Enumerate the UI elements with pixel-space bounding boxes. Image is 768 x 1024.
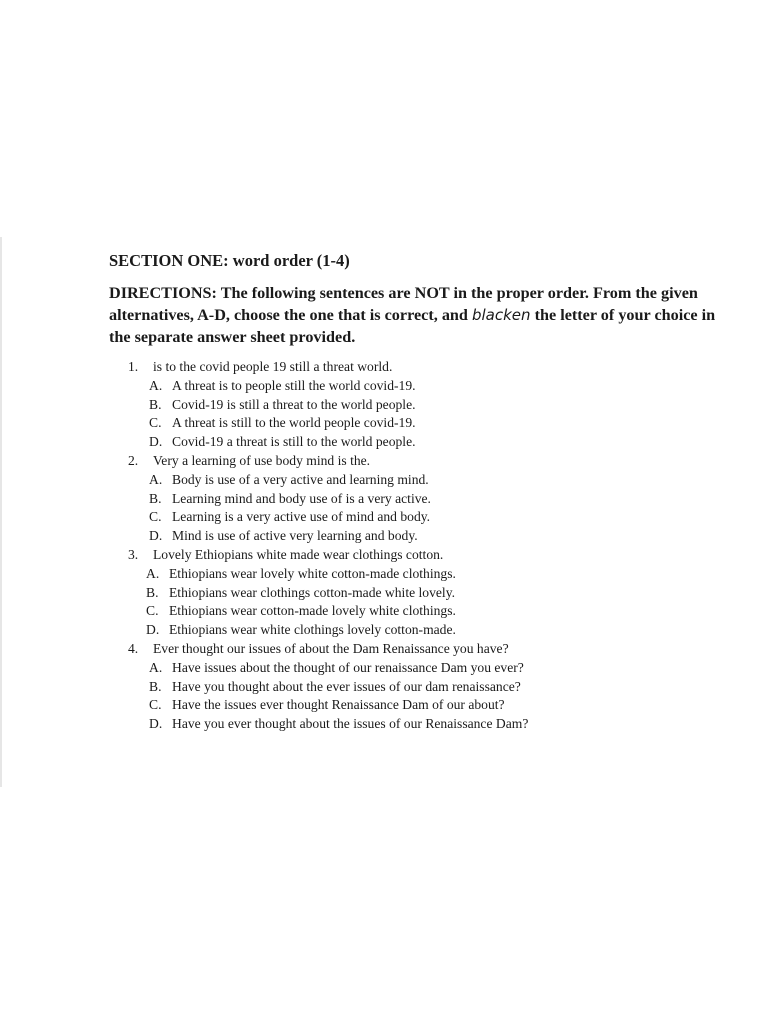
option-letter: B. <box>149 490 162 506</box>
question-1 <box>109 358 729 452</box>
question-stem <box>109 452 729 471</box>
worksheet-content <box>109 250 729 734</box>
question-number: 2. <box>128 452 139 468</box>
option-letter: D. <box>149 716 163 732</box>
option-letter: A. <box>149 377 163 393</box>
question-text: Lovely Ethiopians white made wear clothings cotton. <box>153 546 444 562</box>
option-text: Have you thought about the ever issues of our dam renaissance? <box>172 678 521 694</box>
answer-option <box>109 396 729 415</box>
directions-text-end: the letter of your choice in the separate answer sheet provided. <box>109 306 716 346</box>
question-text: Very a learning of use body mind is the. <box>153 452 371 468</box>
answer-option <box>109 584 729 603</box>
option-letter: A. <box>146 565 160 581</box>
option-text: Learning is a very active use of mind and body. <box>172 509 431 525</box>
option-text: A threat is still to the world people covid-19. <box>172 415 416 431</box>
directions-paragraph <box>109 282 729 348</box>
option-letter: B. <box>149 396 162 412</box>
answer-option <box>109 565 729 584</box>
option-letter: C. <box>146 603 159 619</box>
option-text: Have you ever thought about the issues of our Renaissance Dam? <box>172 716 529 732</box>
question-stem <box>109 358 729 377</box>
answer-option <box>109 621 729 640</box>
answer-option <box>109 602 729 621</box>
answer-option <box>109 678 729 697</box>
directions-text-start: DIRECTIONS: The following sentences are NOT in the proper order. From the given alternatives, A-D, choose the one that is correct, and <box>109 284 698 324</box>
option-text: Covid-19 a threat is still to the world people. <box>172 434 416 450</box>
answer-option <box>109 471 729 490</box>
question-4 <box>109 640 729 734</box>
question-number: 1. <box>128 359 139 374</box>
answer-option <box>109 414 729 433</box>
question-stem <box>109 640 729 659</box>
directions-emphasis: blacken <box>471 306 531 324</box>
option-letter: C. <box>149 697 162 713</box>
option-text: Mind is use of active very learning and body. <box>172 528 418 544</box>
option-letter: A. <box>149 659 163 675</box>
answer-option <box>109 659 729 678</box>
option-letter: D. <box>149 434 163 450</box>
option-letter: D. <box>146 622 160 638</box>
option-letter: B. <box>146 584 159 600</box>
option-letter: A. <box>149 471 163 487</box>
answer-option <box>109 490 729 509</box>
option-letter: B. <box>149 678 162 694</box>
answer-option <box>109 508 729 527</box>
option-text: Ethiopians wear clothings cotton-made white lovely. <box>169 584 456 600</box>
option-text: Body is use of a very active and learning mind. <box>172 471 429 487</box>
option-text: Covid-19 is still a threat to the world people. <box>172 396 416 412</box>
question-number: 3. <box>128 546 139 562</box>
page-edge-line <box>0 237 2 787</box>
question-text: Ever thought our issues of about the Dam Renaissance you have? <box>153 640 509 656</box>
answer-option <box>109 377 729 396</box>
section-title: SECTION ONE: word order (1-4) <box>109 251 350 270</box>
option-text: Learning mind and body use of is a very active. <box>172 490 431 506</box>
answer-option <box>109 696 729 715</box>
option-text: A threat is to people still the world covid-19. <box>172 377 416 393</box>
option-text: Have the issues ever thought Renaissance Dam of our about? <box>172 697 505 713</box>
option-text: Ethiopians wear cotton-made lovely white clothings. <box>169 603 456 619</box>
option-text: Ethiopians wear white clothings lovely cotton-made. <box>169 622 456 638</box>
question-stem <box>109 546 729 565</box>
answer-option <box>109 527 729 546</box>
question-2 <box>109 452 729 546</box>
answer-option <box>109 715 729 734</box>
question-3 <box>109 546 729 640</box>
option-letter: D. <box>149 528 163 544</box>
question-text: is to the covid people 19 still a threat world. <box>153 359 393 374</box>
answer-option <box>109 433 729 452</box>
option-text: Have issues about the thought of our renaissance Dam you ever? <box>172 659 524 675</box>
option-text: Ethiopians wear lovely white cotton-made clothings. <box>169 565 456 581</box>
question-list <box>109 358 729 734</box>
option-letter: C. <box>149 415 162 431</box>
option-letter: C. <box>149 509 162 525</box>
question-number: 4. <box>128 640 139 656</box>
